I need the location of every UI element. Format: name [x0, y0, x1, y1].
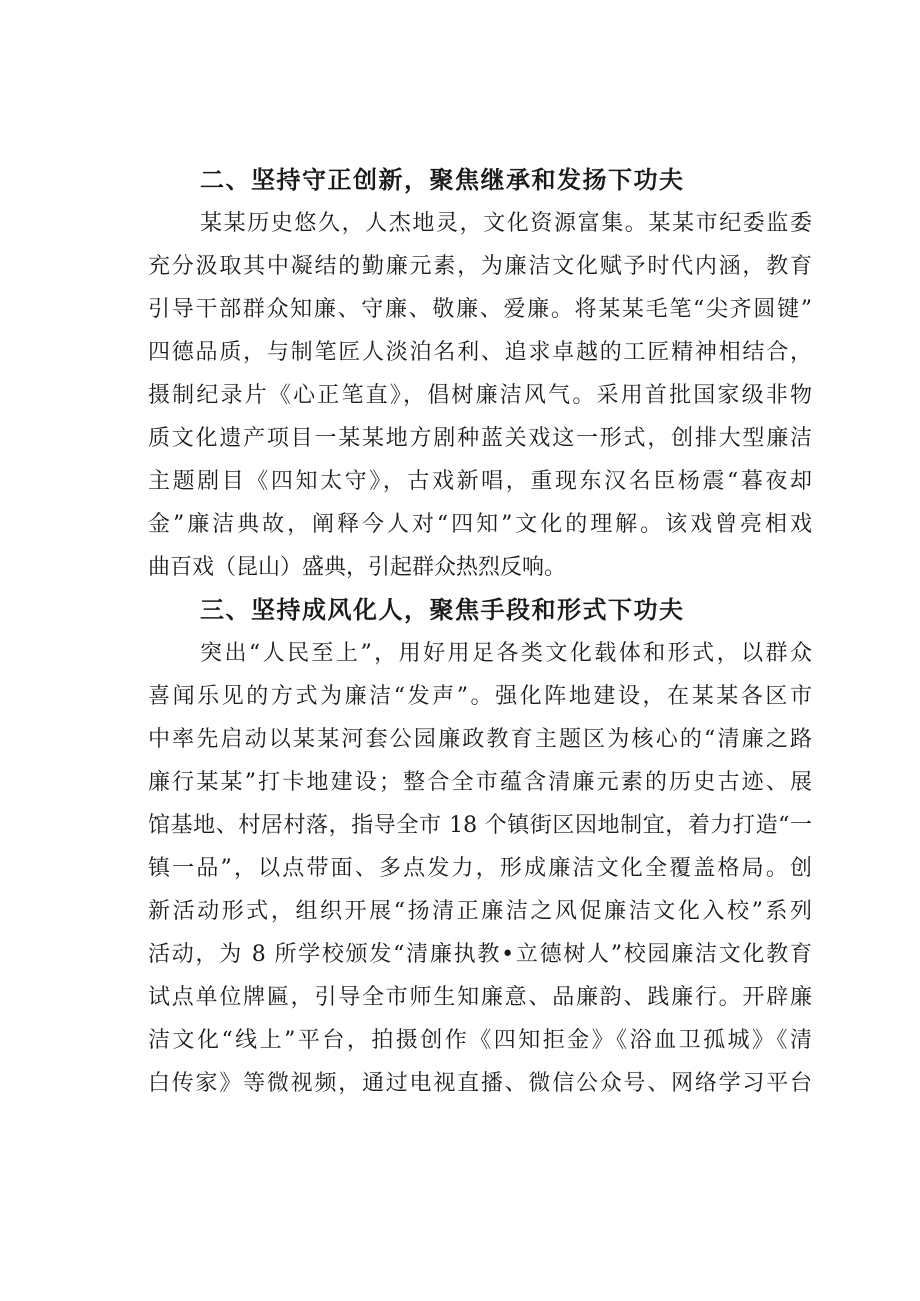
paragraph-line: 廉行某某”打卡地建设；整合全市蕴含清廉元素的历史古迹、展: [148, 770, 812, 795]
paragraph-line: 突出“人民至上”，用好用足各类文化载体和形式，以群众: [200, 641, 812, 666]
paragraph-line: 质文化遗产项目一某某地方剧种蓝关戏这一形式，创排大型廉洁: [148, 426, 812, 451]
paragraph-line: 镇一品”，以点带面、多点发力，形成廉洁文化全覆盖格局。创: [148, 856, 812, 881]
paragraph: [148, 632, 812, 1105]
section-heading: 二、坚持守正创新，聚焦继承和发扬下功夫: [200, 166, 685, 194]
paragraph: [148, 202, 812, 589]
document-page: [148, 159, 812, 1105]
paragraph-line: 四德品质，与制笔匠人淡泊名利、追求卓越的工匠精神相结合，: [148, 340, 812, 365]
paragraph-line: 金”廉洁典故，阐释今人对“四知”文化的理解。该戏曾亮相戏: [148, 512, 812, 537]
paragraph-line: 引导干部群众知廉、守廉、敬廉、爱廉。将某某毛笔“尖齐圆键”: [148, 297, 812, 322]
paragraph-line: 馆基地、村居村落，指导全市 18 个镇街区因地制宜，着力打造“一: [148, 813, 812, 838]
paragraph-line: 摄制纪录片《心正笔直》，倡树廉洁风气。采用首批国家级非物: [148, 383, 812, 408]
paragraph-line: 曲百戏（昆山）盛典，引起群众热烈反响。: [148, 555, 567, 580]
paragraph-line: 中率先启动以某某河套公园廉政教育主题区为核心的“清廉之路: [148, 727, 812, 752]
paragraph-line: 试点单位牌匾，引导全市师生知廉意、品廉韵、践廉行。开辟廉: [148, 985, 812, 1010]
section-heading: 三、坚持成风化人，聚焦手段和形式下功夫: [200, 596, 685, 624]
paragraph-line: 洁文化“线上”平台，拍摄创作《四知拒金》《浴血卫孤城》《清: [148, 1028, 812, 1053]
paragraph-line: 喜闻乐见的方式为廉洁“发声”。强化阵地建设，在某某各区市: [148, 684, 812, 709]
paragraph-line: 充分汲取其中凝结的勤廉元素，为廉洁文化赋予时代内涵，教育: [148, 254, 812, 279]
paragraph-line: 新活动形式，组织开展“扬清正廉洁之风促廉洁文化入校”系列: [148, 899, 812, 924]
paragraph-line: 某某历史悠久，人杰地灵，文化资源富集。某某市纪委监委: [200, 211, 812, 236]
paragraph-line: 活动，为 8 所学校颁发“清廉执教•立德树人”校园廉洁文化教育: [148, 942, 812, 967]
paragraph-line: 白传家》等微视频，通过电视直播、微信公众号、网络学习平台: [148, 1071, 812, 1096]
paragraph-line: 主题剧目《四知太守》，古戏新唱，重现东汉名臣杨震“暮夜却: [148, 469, 812, 494]
